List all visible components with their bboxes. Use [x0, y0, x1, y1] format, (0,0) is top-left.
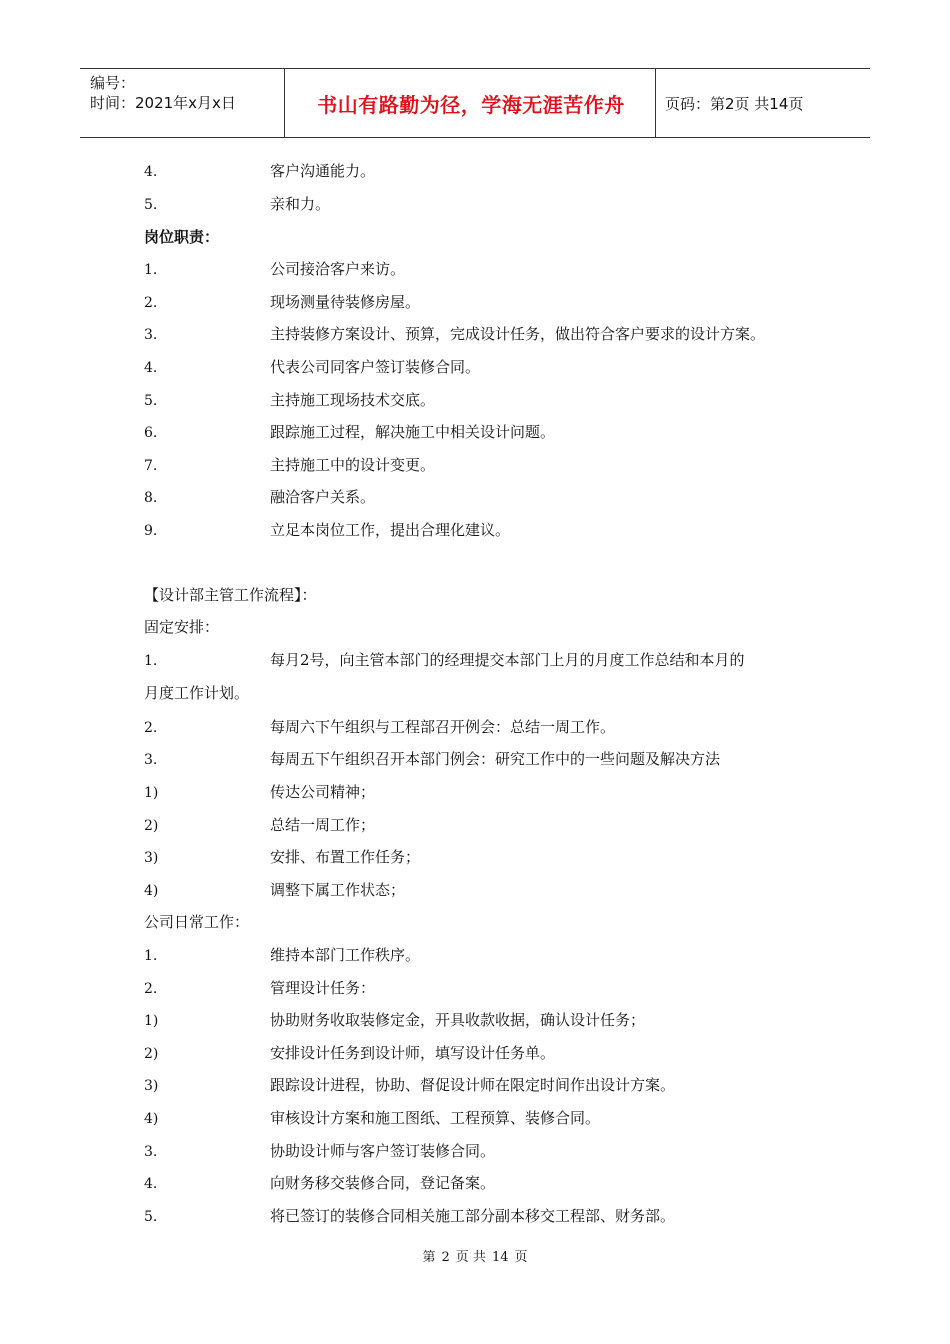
list-item	[144, 193, 330, 215]
item-number: 1)	[144, 1013, 159, 1029]
list-item	[144, 781, 375, 803]
list-item	[144, 1074, 675, 1096]
item-number: 3.	[144, 327, 158, 343]
item-number: 8.	[144, 490, 158, 506]
item-text: 客户沟通能力。	[270, 162, 376, 180]
section-heading: 【设计部主管工作流程】：	[144, 586, 317, 604]
item-text: 协助财务收取装修定金，开具收款收据，确认设计任务；	[270, 1011, 646, 1029]
item-text: 跟踪设计进程，协助、督促设计师在限定时间作出设计方案。	[270, 1076, 676, 1094]
item-text: 安排、布置工作任务；	[270, 848, 421, 866]
item-number: 2.	[144, 295, 158, 311]
item-number: 3.	[144, 1144, 158, 1160]
footer-prefix: 第	[422, 1250, 436, 1265]
list-item	[144, 1205, 675, 1227]
item-text: 公司接洽客户来访。	[270, 260, 406, 278]
footer-suffix: 页	[514, 1250, 528, 1265]
page-header	[80, 68, 870, 138]
list-item	[144, 1172, 495, 1194]
item-number: 1.	[144, 653, 158, 669]
item-number: 3)	[144, 850, 159, 866]
list-item	[144, 356, 480, 378]
footer-mid: 页 共	[455, 1250, 486, 1265]
list-item	[144, 879, 405, 901]
item-text: 亲和力。	[270, 195, 331, 213]
list-item	[144, 1107, 600, 1129]
item-number: 1.	[144, 262, 158, 278]
list-item	[144, 814, 375, 836]
list-item	[144, 519, 510, 541]
list-item	[144, 421, 555, 443]
subsection-heading: 公司日常工作：	[144, 913, 250, 931]
list-item	[144, 323, 765, 345]
item-text: 代表公司同客户签订装修合同。	[270, 358, 481, 376]
list-item	[144, 258, 405, 280]
item-text: 现场测量待装修房屋。	[270, 293, 421, 311]
item-text: 立足本岗位工作，提出合理化建议。	[270, 521, 511, 539]
item-number: 7.	[144, 458, 158, 474]
header-page-label: 页码：第2页 共14页	[665, 94, 804, 113]
list-item	[144, 649, 745, 671]
item-text: 跟踪施工过程，解决施工中相关设计问题。	[270, 423, 556, 441]
item-text: 总结一周工作；	[270, 816, 376, 834]
list-item-continuation: 月度工作计划。	[144, 684, 250, 702]
item-number: 5.	[144, 197, 158, 213]
item-text: 安排设计任务到设计师，填写设计任务单。	[270, 1044, 556, 1062]
item-text: 传达公司精神；	[270, 783, 376, 801]
item-number: 4.	[144, 360, 158, 376]
item-text: 主持装修方案设计、预算，完成设计任务，做出符合客户要求的设计方案。	[270, 325, 766, 343]
list-item	[144, 1009, 645, 1031]
section-heading: 岗位职责：	[144, 228, 220, 246]
list-item	[144, 160, 375, 182]
item-number: 6.	[144, 425, 158, 441]
list-item	[144, 291, 420, 313]
document-time-label: 时间：2021年x月x日	[90, 94, 236, 112]
item-number: 3.	[144, 752, 158, 768]
list-item	[144, 846, 420, 868]
item-number: 1)	[144, 785, 159, 801]
footer-total-pages: 14	[491, 1250, 509, 1265]
item-text: 每周六下午组织与工程部召开例会：总结一周工作。	[270, 718, 616, 736]
item-number: 3)	[144, 1078, 159, 1094]
item-text: 调整下属工作状态；	[270, 881, 406, 899]
footer-page-number: 2	[441, 1250, 450, 1265]
item-number: 4.	[144, 1176, 158, 1192]
item-text: 审核设计方案和施工图纸、工程预算、装修合同。	[270, 1109, 601, 1127]
list-item	[144, 486, 375, 508]
document-number-label: 编号：	[90, 74, 136, 92]
item-number: 4.	[144, 164, 158, 180]
item-number: 4)	[144, 883, 159, 899]
item-number: 2.	[144, 720, 158, 736]
item-text: 每周五下午组织召开本部门例会：研究工作中的一些问题及解决方法	[270, 750, 721, 768]
item-number: 2)	[144, 1046, 159, 1062]
item-text: 维持本部门工作秩序。	[270, 946, 421, 964]
item-text: 主持施工中的设计变更。	[270, 456, 436, 474]
item-text: 协助设计师与客户签订装修合同。	[270, 1142, 496, 1160]
item-number: 5.	[144, 1209, 158, 1225]
item-number: 4)	[144, 1111, 159, 1127]
list-item	[144, 1140, 495, 1162]
subsection-heading: 固定安排：	[144, 618, 220, 636]
item-text: 主持施工现场技术交底。	[270, 391, 436, 409]
item-number: 2)	[144, 818, 159, 834]
item-number: 2.	[144, 981, 158, 997]
header-motto: 书山有路勤为径，学海无涯苦作舟	[317, 92, 625, 117]
header-meta	[90, 73, 236, 113]
item-text: 管理设计任务：	[270, 979, 376, 997]
page-footer	[0, 1246, 950, 1265]
list-item	[144, 454, 435, 476]
list-item	[144, 1042, 555, 1064]
item-number: 5.	[144, 393, 158, 409]
item-number: 1.	[144, 948, 158, 964]
item-text: 将已签订的装修合同相关施工部分副本移交工程部、财务部。	[270, 1207, 676, 1225]
list-item	[144, 944, 420, 966]
item-text: 每月2号，向主管本部门的经理提交本部门上月的月度工作总结和本月的	[270, 651, 745, 669]
item-number: 9.	[144, 523, 158, 539]
item-text: 向财务移交装修合同，登记备案。	[270, 1174, 496, 1192]
item-text: 融洽客户关系。	[270, 488, 376, 506]
list-item	[144, 748, 720, 770]
list-item	[144, 716, 615, 738]
list-item	[144, 389, 435, 411]
list-item	[144, 977, 375, 999]
